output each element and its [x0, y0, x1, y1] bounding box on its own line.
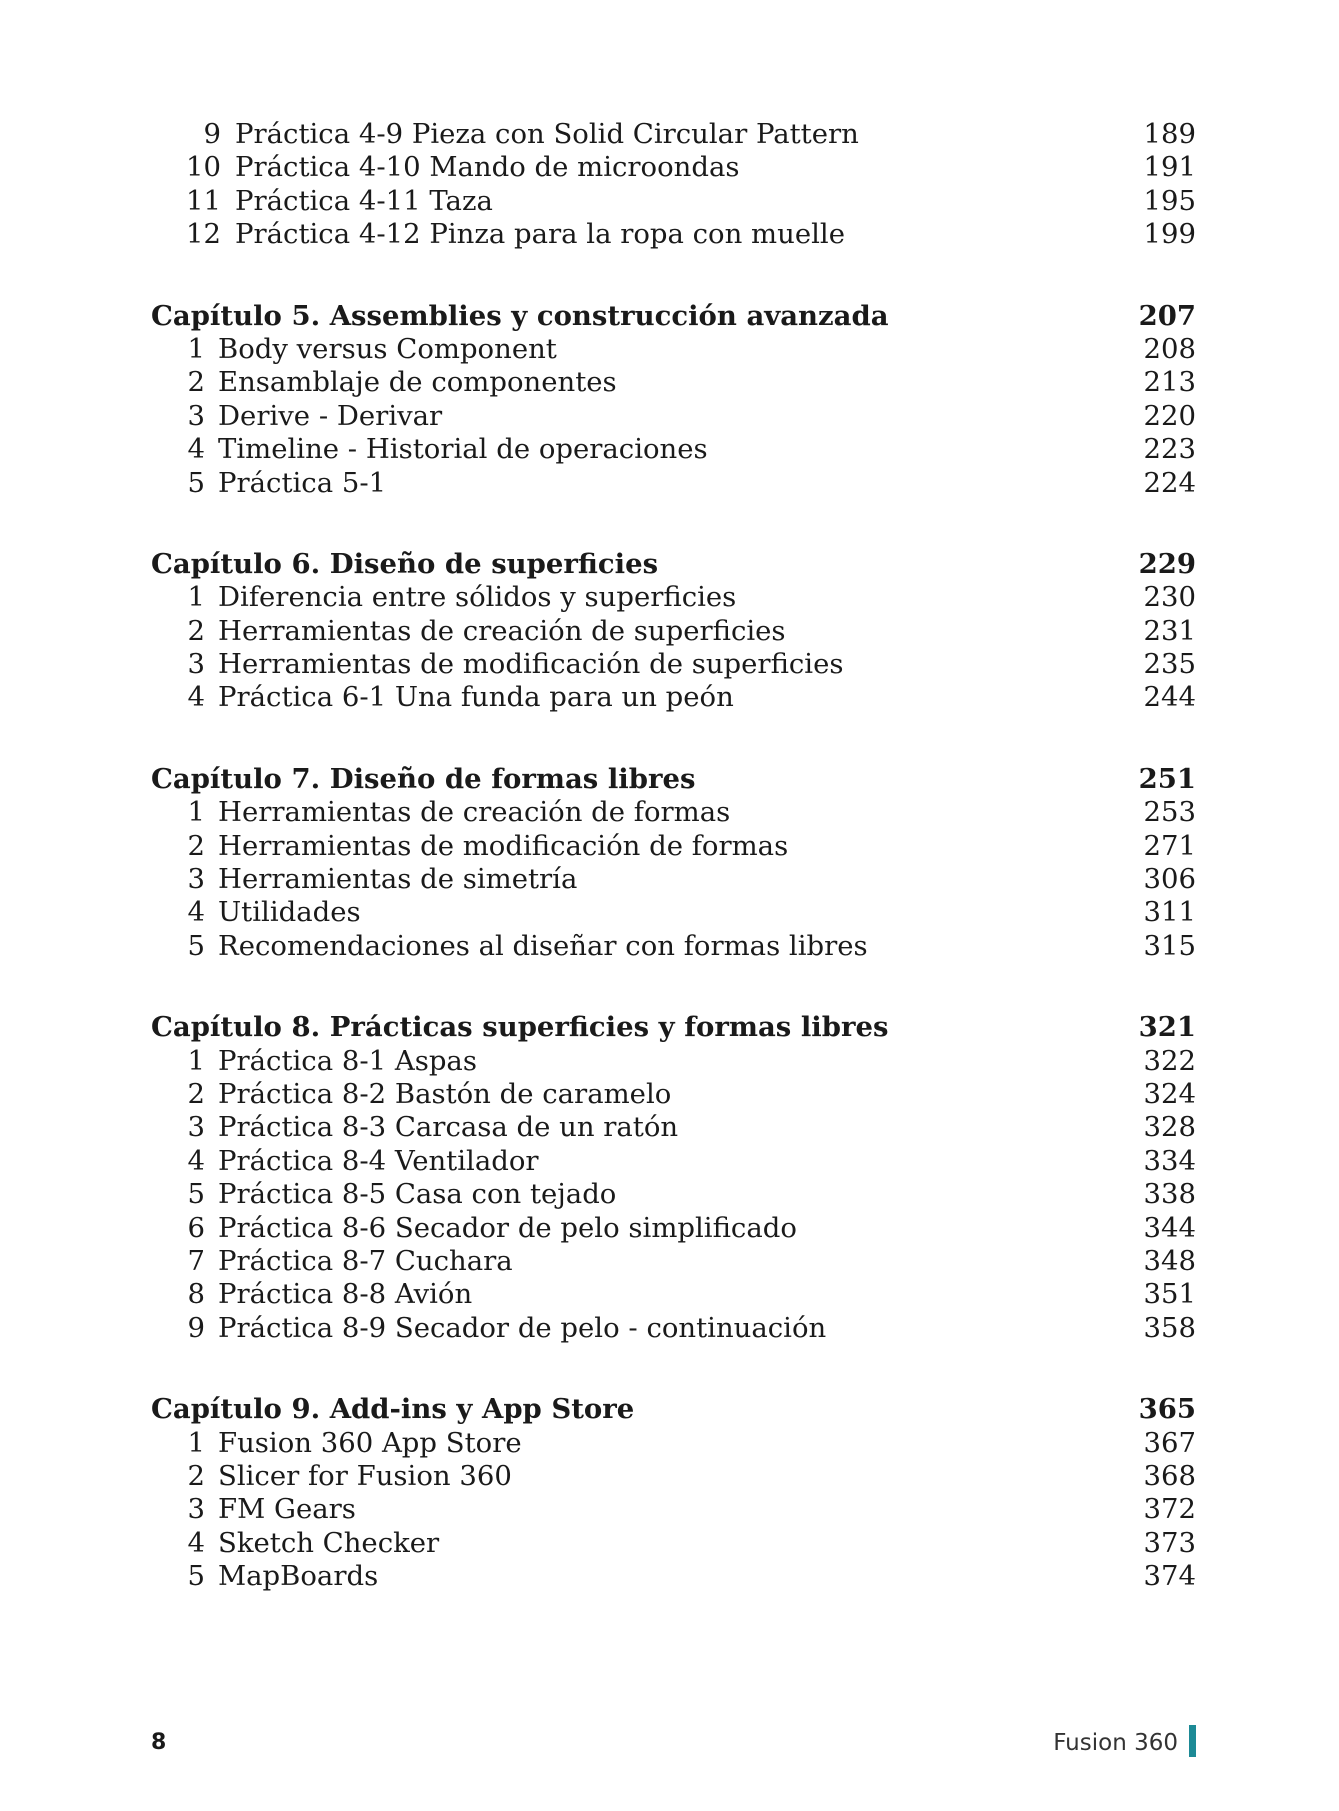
- entry-number: 4: [187, 896, 205, 929]
- toc-entry[interactable]: [151, 681, 1196, 714]
- entry-page: 199: [1143, 218, 1196, 251]
- chapter-title: Capítulo 6. Diseño de superficies: [151, 547, 659, 580]
- entry-title: Diferencia entre sólidos y superficies: [218, 581, 737, 614]
- entry-number: 2: [187, 829, 205, 862]
- entry-page: 372: [1143, 1493, 1196, 1526]
- toc-entry[interactable]: [151, 218, 1196, 251]
- entry-page: 351: [1143, 1278, 1196, 1311]
- entry-number: 3: [187, 1111, 205, 1144]
- entry-title: Ensamblaje de componentes: [218, 366, 617, 399]
- toc-entry[interactable]: [151, 1145, 1196, 1178]
- entry-number: 3: [187, 1493, 205, 1526]
- entry-page: 189: [1143, 118, 1196, 150]
- entry-number: 1: [187, 1426, 205, 1459]
- toc-entry[interactable]: [151, 581, 1196, 614]
- toc-entry[interactable]: [151, 648, 1196, 681]
- toc-entry[interactable]: [151, 863, 1196, 896]
- entry-title: Práctica 8-4 Ventilador: [218, 1144, 539, 1177]
- page-footer: [151, 1725, 1196, 1761]
- entry-title: Timeline - Historial de operaciones: [218, 433, 708, 466]
- entry-title: Práctica 8-5 Casa con tejado: [218, 1178, 617, 1211]
- entry-page: 311: [1143, 896, 1196, 929]
- entry-page: 220: [1143, 399, 1196, 432]
- toc-entry[interactable]: [151, 1045, 1196, 1078]
- entry-page: 244: [1143, 681, 1196, 714]
- entry-page: 344: [1143, 1211, 1196, 1244]
- entry-page: 213: [1143, 366, 1196, 399]
- chapter-heading[interactable]: [151, 763, 1196, 796]
- entry-title: Slicer for Fusion 360: [218, 1459, 512, 1492]
- toc-entry[interactable]: [151, 467, 1196, 500]
- entry-number: 5: [187, 466, 205, 499]
- entry-page: 348: [1143, 1244, 1196, 1277]
- entry-number: 2: [187, 1077, 205, 1110]
- entry-title: Body versus Component: [218, 332, 557, 365]
- toc-entry[interactable]: [151, 185, 1196, 218]
- footer-page-number: 8: [151, 1730, 167, 1755]
- toc-entry[interactable]: [151, 1312, 1196, 1345]
- entry-number: 3: [187, 399, 205, 432]
- entry-number: 8: [187, 1278, 205, 1311]
- toc-entry[interactable]: [151, 796, 1196, 829]
- toc-entry[interactable]: [151, 830, 1196, 863]
- entry-title: Sketch Checker: [218, 1526, 440, 1559]
- toc-entry[interactable]: [151, 1427, 1196, 1460]
- entry-page: 374: [1143, 1560, 1196, 1593]
- entry-number: 11: [186, 184, 221, 217]
- toc-entry[interactable]: [151, 1278, 1196, 1311]
- entry-number: 5: [187, 1560, 205, 1593]
- toc-entry[interactable]: [151, 1527, 1196, 1560]
- entry-title: Práctica 4-11 Taza: [235, 184, 493, 217]
- entry-page: 253: [1143, 796, 1196, 829]
- toc-entry[interactable]: [151, 896, 1196, 929]
- entry-title: Práctica 8-1 Aspas: [218, 1044, 477, 1077]
- chapter-page: 251: [1138, 762, 1196, 795]
- toc-entry[interactable]: [151, 333, 1196, 366]
- entry-title: Práctica 4-9 Pieza con Solid Circular Pattern: [235, 118, 859, 150]
- entry-number: 12: [186, 218, 221, 251]
- entry-page: 224: [1143, 466, 1196, 499]
- entry-title: Recomendaciones al diseñar con formas libres: [218, 929, 868, 962]
- entry-page: 231: [1143, 614, 1196, 647]
- entry-number: 1: [187, 581, 205, 614]
- chapter-heading[interactable]: [151, 548, 1196, 581]
- entry-title: Práctica 4-12 Pinza para la ropa con muelle: [235, 218, 845, 251]
- entry-title: Práctica 8-6 Secador de pelo simplificado: [218, 1211, 797, 1244]
- entry-title: Práctica 4-10 Mando de microondas: [235, 151, 740, 184]
- entry-page: 235: [1143, 648, 1196, 681]
- entry-title: FM Gears: [218, 1493, 356, 1526]
- entry-title: Práctica 8-7 Cuchara: [218, 1244, 513, 1277]
- entry-title: Herramientas de simetría: [218, 863, 578, 896]
- entry-page: 328: [1143, 1111, 1196, 1144]
- entry-number: 1: [187, 796, 205, 829]
- entry-title: Utilidades: [218, 896, 361, 929]
- entry-title: Práctica 5-1: [218, 466, 387, 499]
- entry-number: 10: [186, 151, 221, 184]
- table-of-contents: [151, 118, 1196, 1593]
- chapter-heading[interactable]: [151, 1011, 1196, 1044]
- chapter-page: 365: [1138, 1393, 1196, 1426]
- toc-entry[interactable]: [151, 615, 1196, 648]
- toc-entry[interactable]: [151, 366, 1196, 399]
- chapter-6: [151, 548, 1196, 715]
- entry-page: 306: [1143, 863, 1196, 896]
- entry-number: 3: [187, 863, 205, 896]
- entry-title: Práctica 8-9 Secador de pelo - continuación: [218, 1311, 827, 1344]
- entry-page: 334: [1143, 1144, 1196, 1177]
- entry-page: 315: [1143, 929, 1196, 962]
- entry-number: 4: [187, 1526, 205, 1559]
- entry-number: 9: [203, 118, 221, 150]
- entry-page: 223: [1143, 433, 1196, 466]
- entry-page: 208: [1143, 332, 1196, 365]
- toc-entry[interactable]: [151, 1078, 1196, 1111]
- entry-number: 6: [187, 1211, 205, 1244]
- entry-title: Práctica 8-2 Bastón de caramelo: [218, 1077, 672, 1110]
- continued-entries: [151, 118, 1196, 252]
- entry-page: 368: [1143, 1459, 1196, 1492]
- toc-entry[interactable]: [151, 151, 1196, 184]
- entry-page: 322: [1143, 1044, 1196, 1077]
- toc-entry[interactable]: [151, 1178, 1196, 1211]
- toc-entry[interactable]: [151, 1245, 1196, 1278]
- chapter-title: Capítulo 8. Prácticas superficies y formas libres: [151, 1011, 889, 1044]
- entry-page: 338: [1143, 1178, 1196, 1211]
- chapter-page: 229: [1138, 547, 1196, 580]
- entry-title: Herramientas de creación de formas: [218, 796, 731, 829]
- toc-entry[interactable]: [151, 118, 1196, 151]
- toc-entry[interactable]: [151, 1460, 1196, 1493]
- entry-title: Práctica 8-3 Carcasa de un ratón: [218, 1111, 679, 1144]
- chapter-5: [151, 300, 1196, 500]
- entry-number: 2: [187, 1459, 205, 1492]
- chapter-page: 321: [1138, 1011, 1196, 1044]
- entry-title: Herramientas de modificación de superficies: [218, 648, 844, 681]
- entry-page: 373: [1143, 1526, 1196, 1559]
- chapter-page: 207: [1138, 299, 1196, 332]
- chapter-title: Capítulo 5. Assemblies y construcción avanzada: [151, 299, 889, 332]
- entry-number: 3: [187, 648, 205, 681]
- entry-title: MapBoards: [218, 1560, 379, 1593]
- entry-page: 367: [1143, 1426, 1196, 1459]
- entry-title: Herramientas de creación de superficies: [218, 614, 786, 647]
- footer-book-title: Fusion 360: [1053, 1730, 1178, 1756]
- entry-number: 9: [187, 1311, 205, 1344]
- entry-title: Herramientas de modificación de formas: [218, 829, 789, 862]
- footer-accent-bar: [1189, 1725, 1196, 1757]
- entry-number: 7: [187, 1244, 205, 1277]
- chapter-7: [151, 763, 1196, 963]
- toc-entry[interactable]: [151, 400, 1196, 433]
- entry-number: 1: [187, 332, 205, 365]
- toc-entry[interactable]: [151, 1493, 1196, 1526]
- entry-page: 271: [1143, 829, 1196, 862]
- entry-title: Fusion 360 App Store: [218, 1426, 522, 1459]
- toc-entry[interactable]: [151, 1560, 1196, 1593]
- chapter-title: Capítulo 9. Add-ins y App Store: [151, 1393, 635, 1426]
- entry-number: 5: [187, 929, 205, 962]
- entry-title: Derive - Derivar: [218, 399, 443, 432]
- entry-page: 191: [1143, 151, 1196, 184]
- chapter-9: [151, 1393, 1196, 1593]
- entry-title: Práctica 8-8 Avión: [218, 1278, 473, 1311]
- toc-entry[interactable]: [151, 1212, 1196, 1245]
- entry-number: 4: [187, 1144, 205, 1177]
- chapter-heading[interactable]: [151, 1393, 1196, 1426]
- entry-page: 324: [1143, 1077, 1196, 1110]
- entry-number: 4: [187, 681, 205, 714]
- entry-number: 2: [187, 614, 205, 647]
- toc-entry[interactable]: [151, 1111, 1196, 1144]
- toc-entry[interactable]: [151, 930, 1196, 963]
- entry-page: 358: [1143, 1311, 1196, 1344]
- chapter-heading[interactable]: [151, 300, 1196, 333]
- entry-number: 2: [187, 366, 205, 399]
- entry-title: Práctica 6-1 Una funda para un peón: [218, 681, 734, 714]
- entry-page: 195: [1143, 184, 1196, 217]
- chapter-8: [151, 1011, 1196, 1345]
- entry-page: 230: [1143, 581, 1196, 614]
- entry-number: 1: [187, 1044, 205, 1077]
- entry-number: 5: [187, 1178, 205, 1211]
- chapter-title: Capítulo 7. Diseño de formas libres: [151, 762, 696, 795]
- entry-number: 4: [187, 433, 205, 466]
- toc-entry[interactable]: [151, 433, 1196, 466]
